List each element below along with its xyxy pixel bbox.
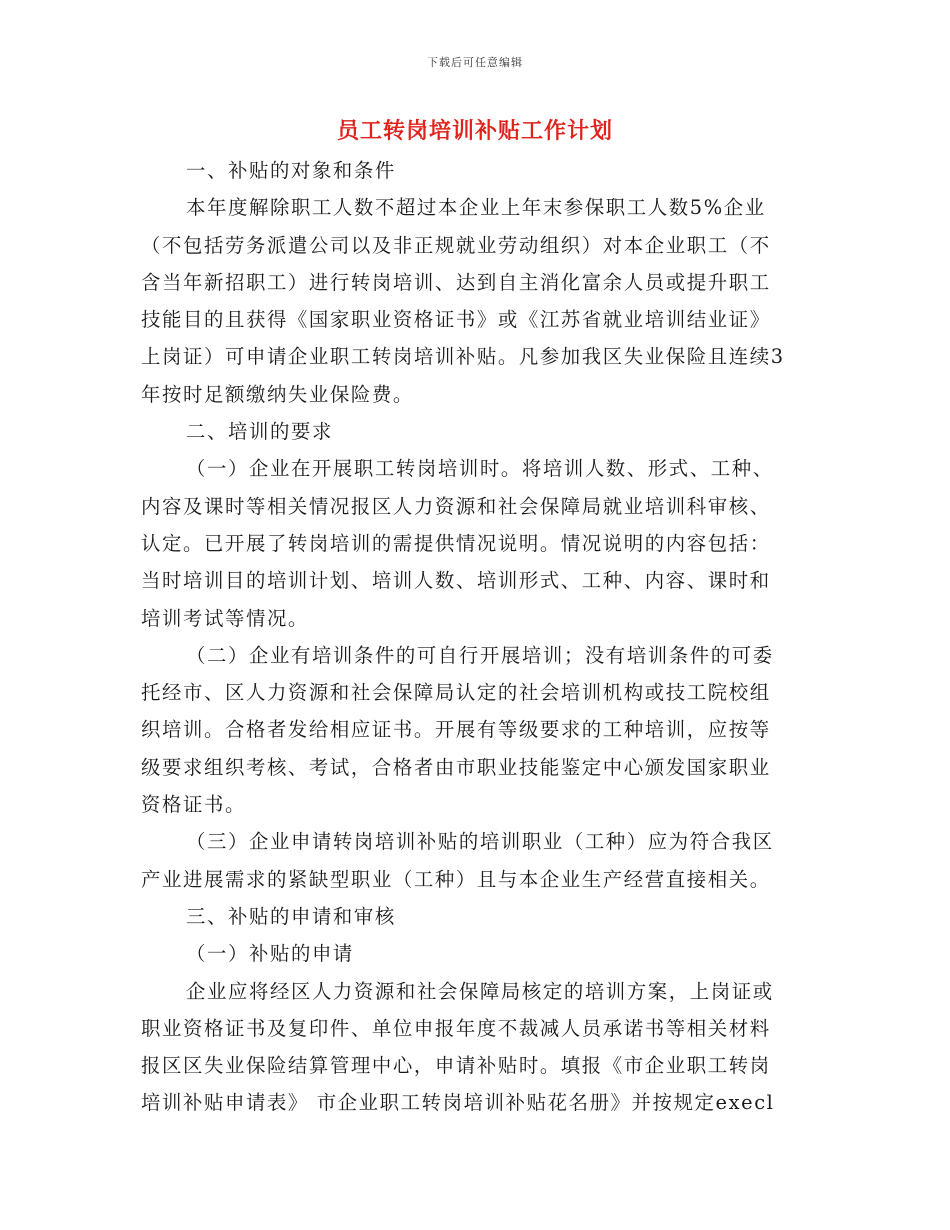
paragraph-line: 技能目的且获得《国家职业资格证书》或《江苏省就业培训结业证》 [141, 308, 771, 332]
paragraph-line: 上岗证）可申请企业职工转岗培训补贴。凡参加我区失业保险且连续3 [141, 345, 785, 369]
paragraph-line: 当时培训目的培训计划、培训人数、培训形式、工种、内容、课时和 [141, 569, 771, 593]
paragraph-line: 托经市、区人力资源和社会保障局认定的社会培训机构或技工院校组 [141, 681, 771, 705]
paragraph-line: 二、培训的要求 [186, 420, 333, 444]
paragraph-line: 含当年新招职工）进行转岗培训、达到自主消化富余人员或提升职工 [141, 270, 771, 294]
paragraph-line: 三、补贴的申请和审核 [186, 904, 396, 928]
paragraph-line: 内容及课时等相关情况报区人力资源和社会保障局就业培训科审核、 [141, 494, 771, 518]
paragraph-line: 认定。已开展了转岗培训的需提供情况说明。情况说明的内容包括： [141, 531, 771, 555]
header-note: 下载后可任意编辑 [427, 56, 523, 69]
paragraph-line: 资格证书。 [141, 793, 246, 817]
paragraph-line: 级要求组织考核、考试，合格者由市职业技能鉴定中心颁发国家职业 [141, 755, 771, 779]
paragraph-line: （一）企业在开展职工转岗培训时。将培训人数、形式、工种、 [186, 457, 774, 481]
paragraph-line: 本年度解除职工人数不超过本企业上年末参保职工人数5%企业 [186, 196, 766, 220]
paragraph-line: 报区区失业保险结算管理中心，申请补贴时。填报《市企业职工转岗 [141, 1054, 771, 1078]
paragraph-line: 企业应将经区人力资源和社会保障局核定的培训方案，上岗证或 [186, 979, 774, 1003]
paragraph-line: 一、补贴的对象和条件 [186, 159, 396, 182]
paragraph-line: 培训考试等情况。 [141, 606, 309, 630]
paragraph-line: （一）补贴的申请 [186, 942, 354, 966]
document-title: 员工转岗培训补贴工作计划 [336, 118, 613, 144]
paragraph-line: 培训补贴申请表》 市企业职工转岗培训补贴花名册》并按规定execl [141, 1091, 775, 1115]
paragraph-line: （三）企业申请转岗培训补贴的培训职业（工种）应为符合我区 [186, 830, 774, 854]
paragraph-line: （不包括劳务派遣公司以及非正规就业劳动组织）对本企业职工（不 [141, 233, 771, 257]
paragraph-line: 年按时足额缴纳失业保险费。 [141, 382, 414, 406]
paragraph-line: 产业进展需求的紧缺型职业（工种）且与本企业生产经营直接相关。 [141, 867, 771, 891]
paragraph-line: 织培训。合格者发给相应证书。开展有等级要求的工种培训，应按等 [141, 718, 771, 742]
paragraph-line: 职业资格证书及复印件、单位申报年度不裁减人员承诺书等相关材料 [141, 1016, 771, 1040]
document-body [141, 152, 799, 1122]
paragraph-line: （二）企业有培训条件的可自行开展培训；没有培训条件的可委 [186, 643, 774, 667]
